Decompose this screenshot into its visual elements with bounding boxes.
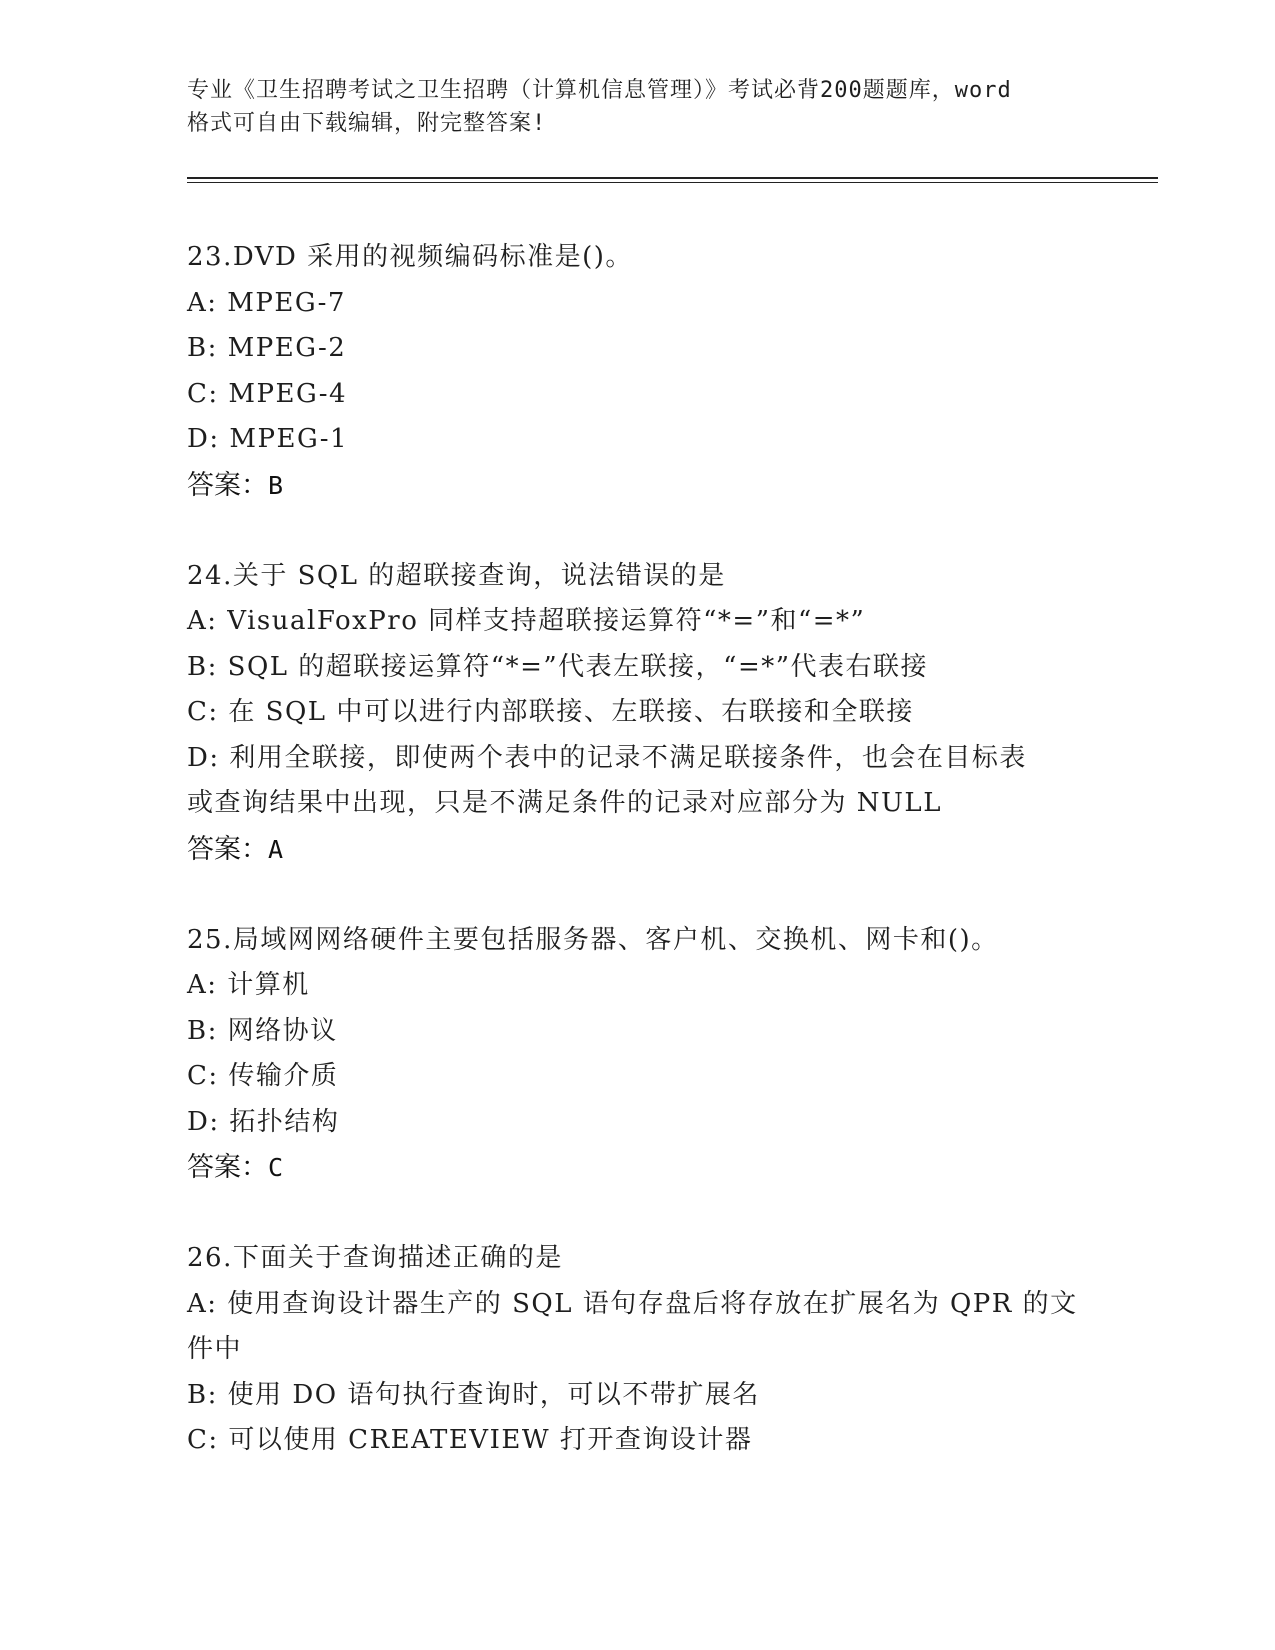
option-b: B: 网络协议 <box>187 1015 338 1046</box>
header-title-line-2: 格式可自由下载编辑，附完整答案! <box>187 111 547 136</box>
option-a-continued: 件中 <box>187 1334 243 1364</box>
answer-line <box>187 1145 1087 1190</box>
option-b: B: 使用 DO 语句执行查询时，可以不带扩展名 <box>187 1379 760 1410</box>
header-divider-top <box>187 177 1158 179</box>
option-c: C: 可以使用 CREATEVIEW 打开查询设计器 <box>187 1425 753 1455</box>
option-a: A: 使用查询设计器生产的 SQL 语句存盘后将存放在扩展名为 QPR 的文 <box>187 1288 1078 1319</box>
option-d-continued: 或查询结果中出现，只是不满足条件的记录对应部分为 NULL <box>187 788 942 818</box>
question-23 <box>187 235 1087 508</box>
option-b: B: SQL 的超联接运算符“*=”代表左联接，“=*”代表右联接 <box>187 651 929 682</box>
question-stem: 24.关于 SQL 的超联接查询，说法错误的是 <box>187 560 726 591</box>
question-list <box>187 235 1087 1510</box>
header-title-line-1: 专业《卫生招聘考试之卫生招聘（计算机信息管理）》考试必背200题题库，word <box>187 78 1012 103</box>
question-24 <box>187 554 1087 872</box>
option-d: D: MPEG-1 <box>187 424 349 454</box>
answer-line <box>187 463 1087 508</box>
header-divider-bottom <box>187 182 1158 183</box>
question-stem: 26.下面关于查询描述正确的是 <box>187 1243 563 1273</box>
option-b: B: MPEG-2 <box>187 333 347 363</box>
answer-label: 答案： <box>187 833 268 865</box>
question-25 <box>187 918 1087 1191</box>
question-26 <box>187 1236 1087 1464</box>
option-c: C: 传输介质 <box>187 1061 339 1091</box>
option-d: D: 拓扑结构 <box>187 1106 340 1137</box>
document-header <box>187 74 1087 140</box>
answer-value: C <box>268 1153 284 1182</box>
option-c: C: MPEG-4 <box>187 378 348 409</box>
option-a: A: VisualFoxPro 同样支持超联接运算符“*=”和“=*” <box>187 606 866 636</box>
answer-label: 答案： <box>187 1152 268 1183</box>
question-stem: 25.局域网网络硬件主要包括服务器、客户机、交换机、网卡和()。 <box>187 924 999 955</box>
option-a: A: 计算机 <box>187 970 310 1000</box>
answer-line <box>187 827 1087 872</box>
option-a: A: MPEG-7 <box>187 287 346 318</box>
answer-label: 答案： <box>187 469 268 501</box>
option-c: C: 在 SQL 中可以进行内部联接、左联接、右联接和全联接 <box>187 697 914 727</box>
option-d: D: 利用全联接，即使两个表中的记录不满足联接条件，也会在目标表 <box>187 742 1027 773</box>
answer-value: A <box>268 834 284 864</box>
question-stem: 23.DVD 采用的视频编码标准是()。 <box>187 242 633 272</box>
answer-value: B <box>268 470 284 500</box>
